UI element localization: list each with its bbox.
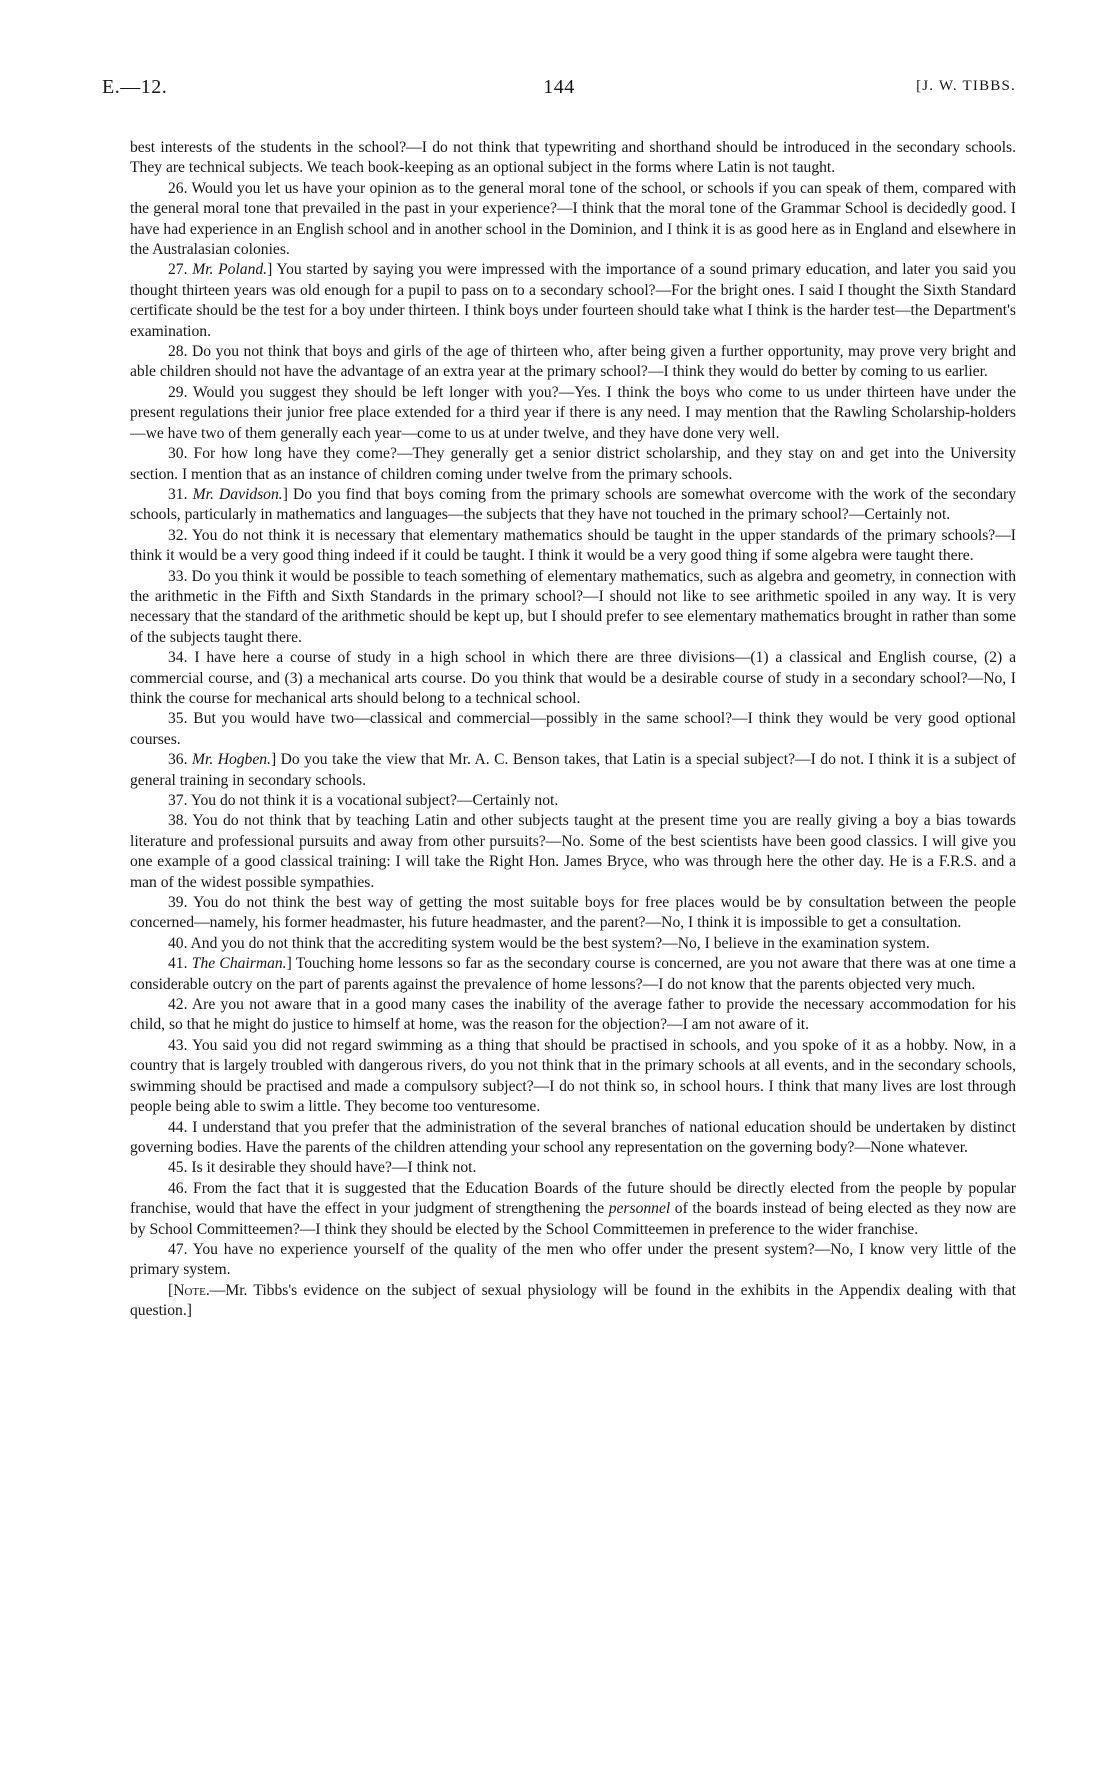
document-code: E.—12.	[102, 76, 168, 98]
note-label: Note	[173, 1281, 206, 1299]
paragraph: 46. From the fact that it is suggested that the Education Boards of the future should be directly elected from the people by popular franchise, would that have the effect in your judgment of strengthening the personnel of the boards instead of being elected as they now are by School Committeemen?—I think they should be elected by the School Committeemen in preference to the wider franchise.	[130, 1179, 1016, 1238]
paragraph: 45. Is it desirable they should have?—I think not.	[168, 1159, 477, 1177]
paragraph: 44. I understand that you prefer that the administration of the several branches of national education should be undertaken by distinct governing bodies. Have the parents of the children attending your school any representation on the governing body?—None whatever.	[130, 1118, 1017, 1156]
paragraph: 31. Mr. Davidson.] Do you find that boys coming from the primary schools are somewhat overcome with the work of the secondary schools, particularly in mathematics and languages—the subjects that they have not touched in the primary school?—Certainly not.	[130, 485, 1017, 524]
paragraph: 37. You do not think it is a vocational subject?—Certainly not.	[168, 792, 559, 809]
paragraph: 40. And you do not think that the accrediting system would be the best system?—No, I believe in the examination system.	[168, 934, 930, 952]
paragraph: 32. You do not think it is necessary that elementary mathematics should be taught in the upper standards of the primary schools?—I think it would be a very good thing indeed if it could be taught. I think it would be a very good thing if some algebra were taught there.	[130, 526, 1016, 565]
paragraph: 36. Mr. Hogben.] Do you take the view that Mr. A. C. Benson takes, that Latin is a special subject?—I do not. I think it is a subject of general training in secondary schools.	[130, 751, 1016, 789]
paragraph: 26. Would you let us have your opinion as to the general moral tone of the school, or schools if you can speak of them, compared with the general moral tone that prevailed in the past in your experience?—I think that the moral tone of the Grammar School is decidedly good. I have had experience in an English school and in another school in the Dominion, and I think it is as good here as in England and elsewhere in the Australasian colonies.	[130, 179, 1017, 259]
speaker-name: Mr. Davidson.	[192, 485, 283, 503]
paragraph: 27. Mr. Poland.] You started by saying you were impressed with the importance of a sound primary education, and later you said you thought thirteen years was old enough for a pupil to pass on to a secondary school?—For the bright ones. I said I thought the Sixth Standard certificate should be the test for a boy under thirteen. I think boys under fourteen should take what I think is the harder test—the Department's examination.	[130, 261, 1017, 340]
paragraph: 35. But you would have two—classical and commercial—possibly in the same school?—I think they would be very good optional courses.	[130, 710, 1016, 748]
paragraph: 39. You do not think the best way of getting the most suitable boys for free places would be by consultation between the people concerned—namely, his former headmaster, his future headmaster, and the parent?—No, I think it is impossible to get a consultation.	[130, 894, 1017, 932]
paragraph: 47. You have no experience yourself of the quality of the men who offer under the present system?—No, I know very little of the primary system.	[130, 1240, 1017, 1279]
paragraph: 38. You do not think that by teaching Latin and other subjects taught at the present time you are really giving a boy a bias towards literature and professional pursuits and away from other pursuits?—No. Some of the best scientists have been good classics. I will give you one example of a good classical training: I will take the Right Hon. James Bryce, who was through here the other day. He is a F.R.S. and a man of the widest possible sympathies.	[130, 812, 1016, 891]
witness-name: [J. W. TIBBS.	[916, 78, 1016, 94]
paragraph: 29. Would you suggest they should be left longer with you?—Yes. I think the boys who come to us under thirteen have under the present regulations their junior free place extended for a third year if there is any need. I may mention that the Rawling Scholarship-holders—we have two of them generally each year—come to us at under twelve, and they have done very well.	[130, 383, 1017, 442]
note-paragraph: [Note.—Mr. Tibbs's evidence on the subject of sexual physiology will be found in the exhibits in the Appendix dealing with that question.]	[130, 1281, 1016, 1320]
page-number: 144	[543, 76, 575, 98]
paragraph: 30. For how long have they come?—They generally get a senior district scholarship, and they stay on and get into the University section. I mention that as an instance of children coming under twelve from the primary schools.	[130, 445, 1016, 483]
paragraph: best interests of the students in the school?—I do not think that typewriting and shorthand should be introduced in the secondary schools. They are technical subjects. We teach book-keeping as an optional subject in the forms where Latin is not taught.	[130, 139, 1016, 177]
paragraph: 41. The Chairman.] Touching home lessons so far as the secondary course is concerned, are you not aware that there was at one time a considerable outcry on the part of parents against the prevalence of home lessons?—I do not know that the parents objected very much.	[130, 955, 1016, 993]
page-header	[102, 76, 1016, 108]
paragraph: 43. You said you did not regard swimming as a thing that should be practised in schools, and you spoke of it as a hobby. Now, in a country that is largely troubled with dangerous rivers, do you not think that in the primary schools at all events, and in the secondary schools, swimming should be practised and made a compulsory subject?—I do not think so, in school hours. I think that many lives are lost through people being able to swim a little. They become too venturesome.	[130, 1036, 1016, 1116]
speaker-name: Mr. Poland.	[192, 261, 268, 279]
paragraph: 34. I have here a course of study in a high school in which there are three divisions—(1) a classical and English course, (2) a commercial course, and (3) a mechanical arts course. Do you think that would be a desirable course of study in a secondary school?—No, I think the course for mechanical arts should belong to a technical school.	[130, 649, 1016, 707]
emphasis-personnel: personnel	[608, 1200, 671, 1218]
evidence-text	[130, 138, 1016, 1322]
paragraph: 42. Are you not aware that in a good many cases the inability of the average father to provide the necessary accommodation for his child, so that he might do justice to himself at home, was the reason for the objection?—I am not aware of it.	[130, 996, 1017, 1034]
paragraph: 28. Do you not think that boys and girls of the age of thirteen who, after being given a further opportunity, may prove very bright and able children should not have the advantage of an extra year at the primary school?—I think they would do better by coming to us earlier.	[130, 343, 1017, 381]
speaker-name: The Chairman.	[191, 955, 287, 973]
speaker-name: Mr. Hogben.	[191, 751, 271, 769]
paragraph: 33. Do you think it would be possible to teach something of elementary mathematics, such as algebra and geometry, in connection with the arithmetic in the Fifth and Sixth Standards in the primary school?—I should not like to see arithmetic spoiled in any way. It is very necessary that the standard of the arithmetic should be kept up, but I should prefer to see elementary mathematics brought in rather than some of the subjects taught there.	[130, 567, 1017, 646]
